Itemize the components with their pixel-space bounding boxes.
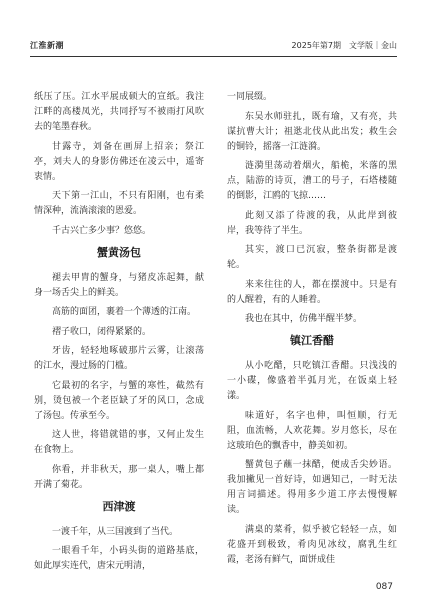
paragraph: 天下第一江山，不只有阳刚，也有柔情深种，流淌滚滚的恩爱。 <box>34 191 204 216</box>
page-number: 087 <box>375 582 393 592</box>
paragraph: 从小吃醋，只吃镇江香醋。只浅浅的一小碟，像盛着半弧月光，在饭桌上轻漾。 <box>227 361 397 401</box>
paragraph: 牙齿，轻轻地啄破那片云雾，让滚荡的江水，漫过肠的门槛。 <box>34 346 204 371</box>
paragraph: 蟹黄包子蘸一抹醋，便成舌尖妙语。我加撇见一首好诗，如遇知己，一时无法用言词描述。得用多少道工序去慢慢解读。 <box>227 460 397 515</box>
paragraph: 来来往往的人，都在摆渡中。只是有的人醒着，有的人睡着。 <box>227 279 397 305</box>
paragraph: 褶子收口，闭得紧紧的。 <box>52 326 152 337</box>
section-title-xijin-ferry: 西津渡 <box>102 499 136 513</box>
paragraph: 味道好，名字也伸，叫恒顺，行无阻，血流畅，人欢花舞。岁月悠长，尽在这玻珀色的飘香中，静美如初。 <box>227 410 397 451</box>
paragraph: 高筋的面团，裹着一个薄透的江南。 <box>52 307 197 317</box>
paragraph: 一同展缀。 <box>227 92 273 102</box>
paragraph: 此刻又添了待渡的我，从此岸到彼岸，我等待了半生。 <box>227 210 397 236</box>
paragraph: 褪去甲胄的蟹身，与猪皮冻起舞，献身一场舌尖上的鲜美。 <box>34 272 204 298</box>
paragraph: 一渡千年，从三国渡到了当代。 <box>52 526 179 537</box>
issue-meta: 2025年第7期 文学版｜金山 <box>291 41 397 50</box>
left-column <box>34 90 204 579</box>
paragraph: 它最初的名字，与蟹的寒性，截然有别，烫包被一个老臣缺了牙的风口，念成了汤包。传承至今。 <box>34 380 204 421</box>
paragraph: 一眼看千年，小码头街的道路基底，如此厚实连代，唐宋元明清， <box>34 546 204 571</box>
paragraph: 你看，并非秋天，那一桌人，嘴上都开满了菊花。 <box>34 464 204 490</box>
paragraph: 纸压了压。江水平展成硕大的宣纸。我注江畔的高楼凤光，共同抒写不被雨打风吹去的笔墨春秋。 <box>34 92 204 132</box>
paragraph: 涟漪里荡动着烟火，船桅，米落的黑点，陆游的诗页，漕工的号子，石塔楼随的倒影，江鸥的飞掠…… <box>227 161 397 201</box>
paragraph: 东吴水师驻扎，既有瑜，又有亮，共谋抗曹大计；祖逖北伐从此出发；救生会的铜铃，摇落一江涟漪。 <box>227 111 397 152</box>
paragraph: 甘露寺，刘备在画屏上招亲；祭江亭，刘夫人的身影仿佛还在凌云中，遥寄衷情。 <box>34 141 204 182</box>
paragraph: 千古兴亡多少事？悠悠。 <box>52 225 152 236</box>
header-rule <box>30 56 397 57</box>
section-title-crab-soup-bun: 蟹黄汤包 <box>97 245 141 259</box>
paragraph: 满桌的菜肴，似乎被它轻轻一点，如花盛开到极致，肴肉见冰纹，腐乳生红霞，老汤有鲜气，面饼成佳 <box>227 524 397 565</box>
paragraph: 这人世，将错就错的事，又何止发生在食物上。 <box>34 430 204 455</box>
page-header <box>30 40 397 54</box>
section-title-zhenjiang-vinegar: 镇江香醋 <box>290 334 334 347</box>
paragraph: 其实，渡口已沉寂，整条街都是渡轮。 <box>227 245 397 270</box>
paragraph: 我也在其中，仿佛半醒半梦。 <box>245 314 363 324</box>
right-column <box>227 90 397 572</box>
magazine-name: 江淮新潮 <box>30 41 64 50</box>
